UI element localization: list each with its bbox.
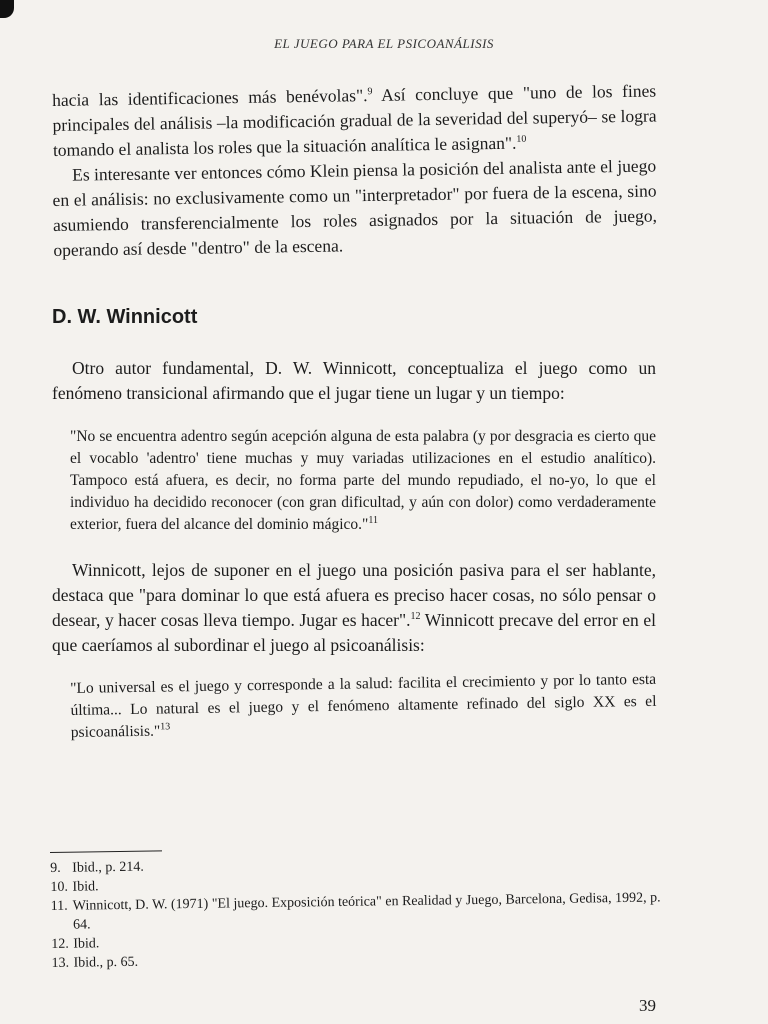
footnote-number: 12.: [51, 936, 69, 952]
paragraph-klein-analyst-position: Es interesante ver entonces cómo Klein piensa la posición del analista ante el juego en el análisis: no exclusivamente como un "interpretador" por fuera de la escena, sino asumiendo transferencialmente los roles asignados por la situación de juego, operando así desde "dentro" de la escena.: [52, 155, 658, 260]
section-heading: D. W. Winnicott: [52, 306, 198, 328]
page-corner-mark: [0, 0, 14, 18]
paragraph-winnicott-play: [52, 558, 656, 658]
footnote-ref-12: 12: [410, 611, 421, 623]
footnote-number: 11.: [50, 898, 68, 914]
footnote-ref-13: 13: [160, 721, 171, 733]
footnote-text: Ibid.: [72, 879, 99, 895]
footnote-text: Winnicott, D. W. (1971) "El juego. Exposición teórica" en Realidad y Juego, Barcelona, Gedisa, 1992, p. 64.: [72, 890, 661, 933]
footnote-text: Ibid., p. 65.: [73, 954, 139, 971]
paragraph-text: hacia las identificaciones más benévolas".: [52, 85, 368, 110]
quote-text: "No se encuentra adentro según acepción alguna de esta palabra (y por desgracia es cierto que el vocablo 'adentro' tiene muchas y muy variadas utilizaciones en el estudio analítico). Tampoco está afuera, es decir, no forma parte del mundo repudiado, el no-yo, lo que el individuo ha decidido reconocer (con gran dificultad, y aún con dolor) como verdaderamente exterior, fuera del alcance del dominio mágico.": [70, 428, 656, 533]
footnote-text: Ibid.: [73, 936, 100, 952]
footnote-ref-9: 9: [367, 86, 373, 98]
footnote-ref-10: 10: [516, 133, 527, 145]
footnote-number: 13.: [51, 955, 70, 971]
paragraph-text: Winnicott, lejos de suponer en el juego una posición pasiva para el ser hablante, destaca que "para dominar lo que está afuera es preciso hacer cosas, no sólo pensar o desear, y hacer cosas lleva tiempo. Jugar es hacer".: [52, 560, 656, 630]
quote-text: "Lo universal es el juego y corresponde a la salud: facilita el crecimiento y por lo tanto esta última... Lo natural es el juego y el fenómeno altamente refinado del siglo XX es el psicoanálisis.": [70, 670, 657, 741]
paragraph-winnicott-intro: Otro autor fundamental, D. W. Winnicott, conceptualiza el juego como un fenómeno transicional afirmando que el jugar tiene un lugar y un tiempo:: [52, 358, 656, 403]
running-head: EL JUEGO PARA EL PSICOANÁLISIS: [274, 36, 494, 51]
footnote-number: 10.: [50, 879, 69, 895]
page-number: 39: [639, 996, 656, 1015]
footnotes: [50, 843, 662, 973]
paragraph-text: Así concluye que "uno de los fines principales del análisis –la modificación gradual de la severidad del superyó– se logra tomando el analista los roles que la situación analítica le asignan".: [52, 80, 657, 160]
block-quote-1: [70, 426, 656, 536]
footnote-ref-11: 11: [368, 514, 378, 526]
page-body: [52, 80, 658, 766]
footnote-text: Ibid., p. 214.: [72, 859, 144, 876]
paragraph-text: Winnicott precave del error en el que caeríamos al subordinar el juego al psicoanálisis:: [52, 610, 656, 655]
footnote-number: 9.: [50, 860, 61, 876]
paragraph-klein-conclusion: [52, 79, 657, 163]
block-quote-2: [70, 669, 657, 744]
footnote-rule: [50, 850, 162, 853]
